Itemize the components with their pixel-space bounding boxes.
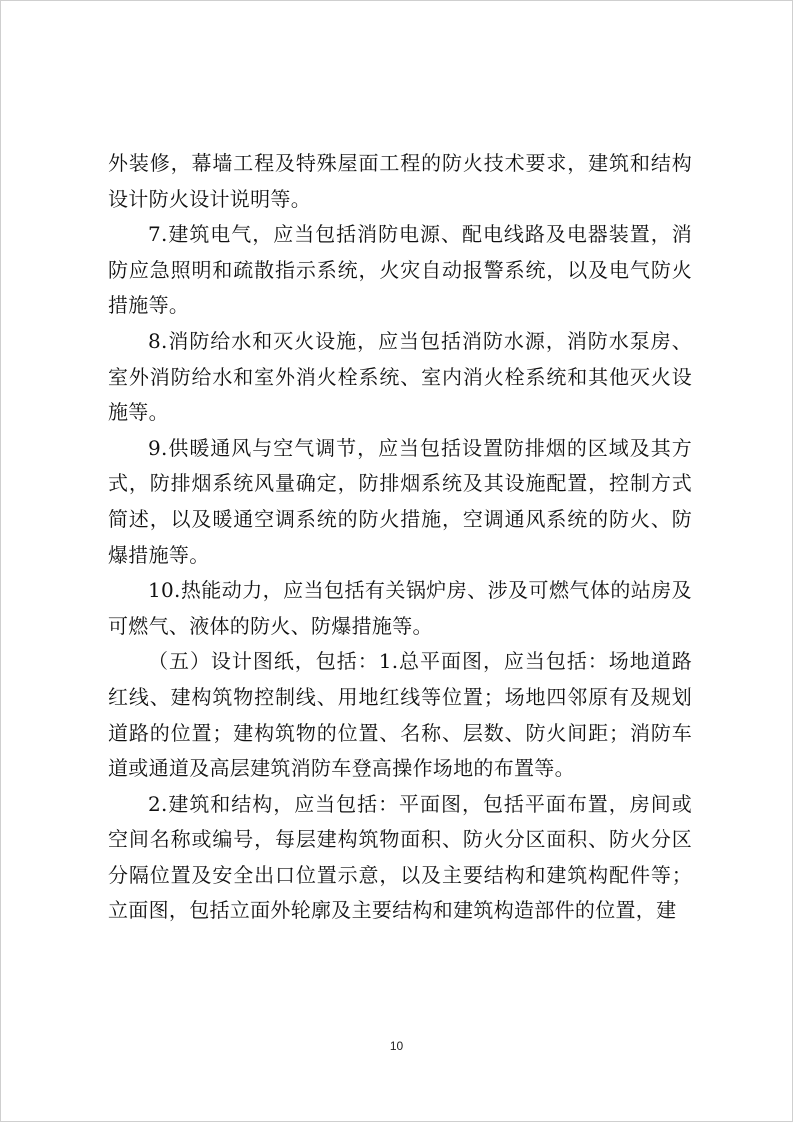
paragraph-architecture-structure: 2.建筑和结构，应当包括：平面图，包括平面布置，房间或空间名称或编号，每层建构筑物面积、防火分区面积、防火分区分隔位置及安全出口位置示意，以及主要结构和建筑构配件等；立面图，包括立面外轮廓及主要结构和建筑构造部件的位置，建 <box>108 791 692 923</box>
paragraph-thermal-power: 10.热能动力，应当包括有关锅炉房、涉及可燃气体的站房及可燃气、液体的防火、防爆措施等。 <box>108 578 692 638</box>
document-body <box>108 146 692 929</box>
paragraph-fire-water-supply: 8.消防给水和灭火设施，应当包括消防水源，消防水泵房、室外消防给水和室外消火栓系统、室内消火栓系统和其他灭火设施等。 <box>108 328 692 425</box>
paragraph-design-drawings: （五）设计图纸，包括：1.总平面图，应当包括：场地道路红线、建构筑物控制线、用地红线等位置；场地四邻原有及规划道路的位置；建构筑物的位置、名称、层数、防火间距；消防车道或通道及高层建筑消防车登高操作场地的布置等。 <box>108 649 692 781</box>
paragraph-building-electrical: 7.建筑电气，应当包括消防电源、配电线路及电器装置，消防应急照明和疏散指示系统，火灾自动报警系统，以及电气防火措施等。 <box>108 222 692 318</box>
paragraph-continued: 外装修，幕墙工程及特殊屋面工程的防火技术要求，建筑和结构设计防火设计说明等。 <box>108 151 692 211</box>
page-number: 10 <box>389 1039 404 1053</box>
paragraph-hvac: 9.供暖通风与空气调节，应当包括设置防排烟的区域及其方式，防排烟系统风量确定，防排烟系统及其设施配置，控制方式简述，以及暖通空调系统的防火措施，空调通风系统的防火、防爆措施等。 <box>108 435 692 567</box>
